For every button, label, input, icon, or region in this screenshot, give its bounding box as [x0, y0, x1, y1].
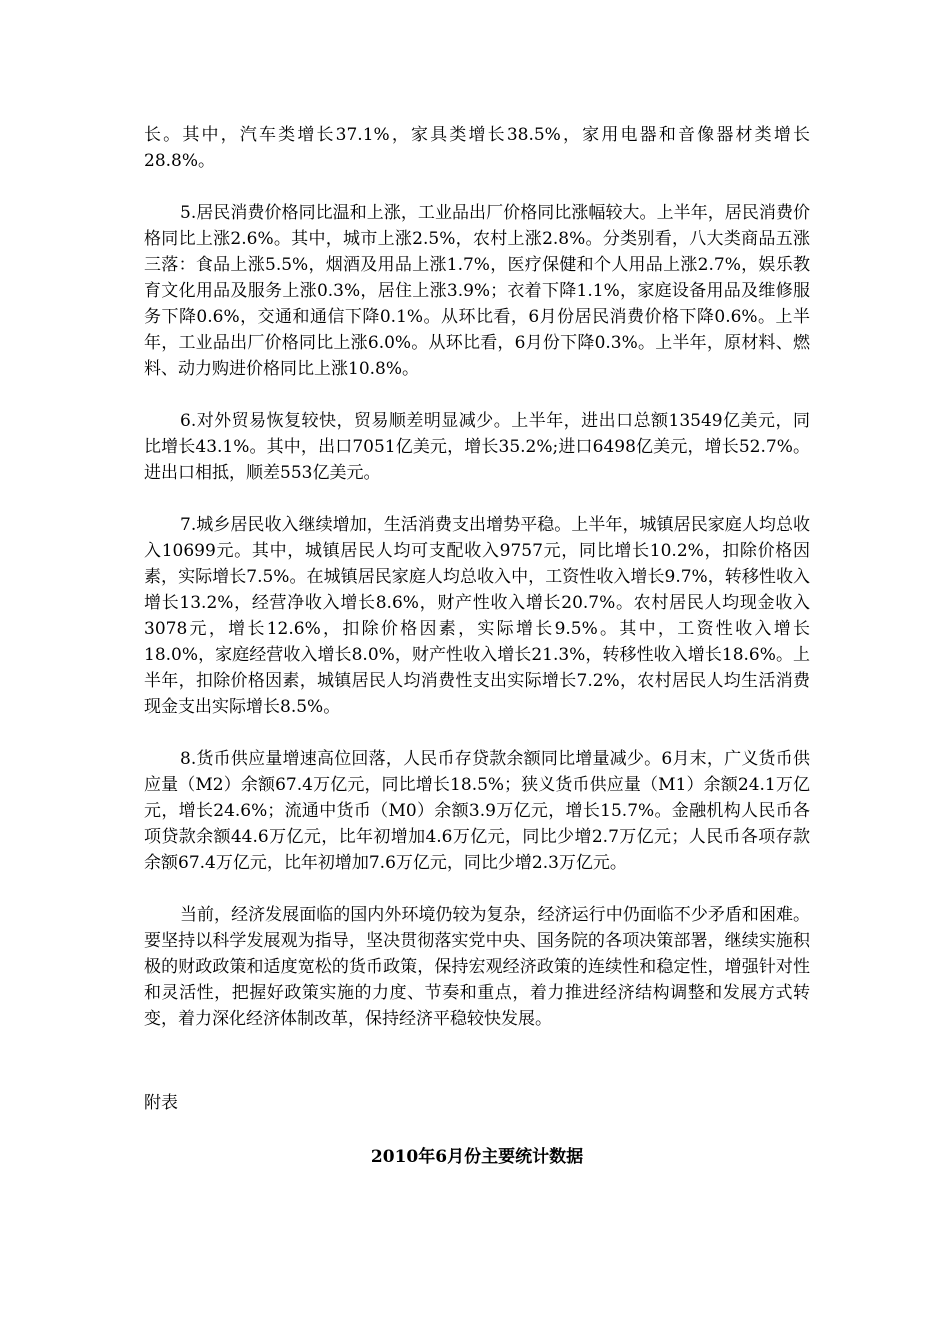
- document-body: [144, 122, 810, 1170]
- paragraph-consumer-prices: 5.居民消费价格同比温和上涨，工业品出厂价格同比涨幅较大。上半年，居民消费价格同比上涨2.6%。其中，城市上涨2.5%，农村上涨2.8%。分类别看，八大类商品五涨三落：食品上涨5.5%，烟酒及用品上涨1.7%，医疗保健和个人用品上涨2.7%，娱乐教育文化用品及服务上涨0.3%，居住上涨3.9%；衣着下降1.1%，家庭设备用品及维修服务下降0.6%，交通和通信下降0.1%。从环比看，6月份居民消费价格下降0.6%。上半年，工业品出厂价格同比上涨6.0%。从环比看，6月份下降0.3%。上半年，原材料、燃料、动力购进价格同比上涨10.8%。: [144, 203, 810, 379]
- paragraph-continuation: 长。其中，汽车类增长37.1%，家具类增长38.5%，家用电器和音像器材类增长28.8%。: [144, 125, 810, 171]
- paragraph-money-supply: 8.货币供应量增速高位回落，人民币存贷款余额同比增量减少。6月末，广义货币供应量（M2）余额67.4万亿元，同比增长18.5%；狭义货币供应量（M1）余额24.1万亿元，增长24.6%；流通中货币（M0）余额3.9万亿元，增长15.7%。金融机构人民币各项贷款余额44.6万亿元，比年初增加4.6万亿元，同比少增2.7万亿元；人民币各项存款余额67.4万亿元，比年初增加7.6万亿元，同比少增2.3万亿元。: [144, 749, 810, 873]
- paragraph-resident-income: 7.城乡居民收入继续增加，生活消费支出增势平稳。上半年，城镇居民家庭人均总收入10699元。其中，城镇居民人均可支配收入9757元，同比增长10.2%，扣除价格因素，实际增长7.5%。在城镇居民家庭人均总收入中，工资性收入增长9.7%，转移性收入增长13.2%，经营净收入增长8.6%，财产性收入增长20.7%。农村居民人均现金收入3078元，增长12.6%，扣除价格因素，实际增长9.5%。其中，工资性收入增长18.0%，家庭经营收入增长8.0%，财产性收入增长21.3%，转移性收入增长18.6%。上半年，扣除价格因素，城镇居民人均消费性支出实际增长7.2%，农村居民人均生活消费现金支出实际增长8.5%。: [144, 515, 810, 717]
- paragraph-foreign-trade: 6.对外贸易恢复较快，贸易顺差明显减少。上半年，进出口总额13549亿美元，同比增长43.1%。其中，出口7051亿美元，增长35.2%;进口6498亿美元，增长52.7%。进出口相抵，顺差553亿美元。: [144, 411, 810, 483]
- paragraph-outlook: 当前，经济发展面临的国内外环境仍较为复杂，经济运行中仍面临不少矛盾和困难。要坚持以科学发展观为指导，坚决贯彻落实党中央、国务院的各项决策部署，继续实施积极的财政政策和适度宽松的货币政策，保持宏观经济政策的连续性和稳定性，增强针对性和灵活性，把握好政策实施的力度、节奏和重点，着力推进经济结构调整和发展方式转变，着力深化经济体制改革，保持经济平稳较快发展。: [144, 905, 810, 1029]
- table-title: 2010年6月份主要统计数据: [370, 1147, 584, 1167]
- appendix-label: 附表: [144, 1093, 178, 1113]
